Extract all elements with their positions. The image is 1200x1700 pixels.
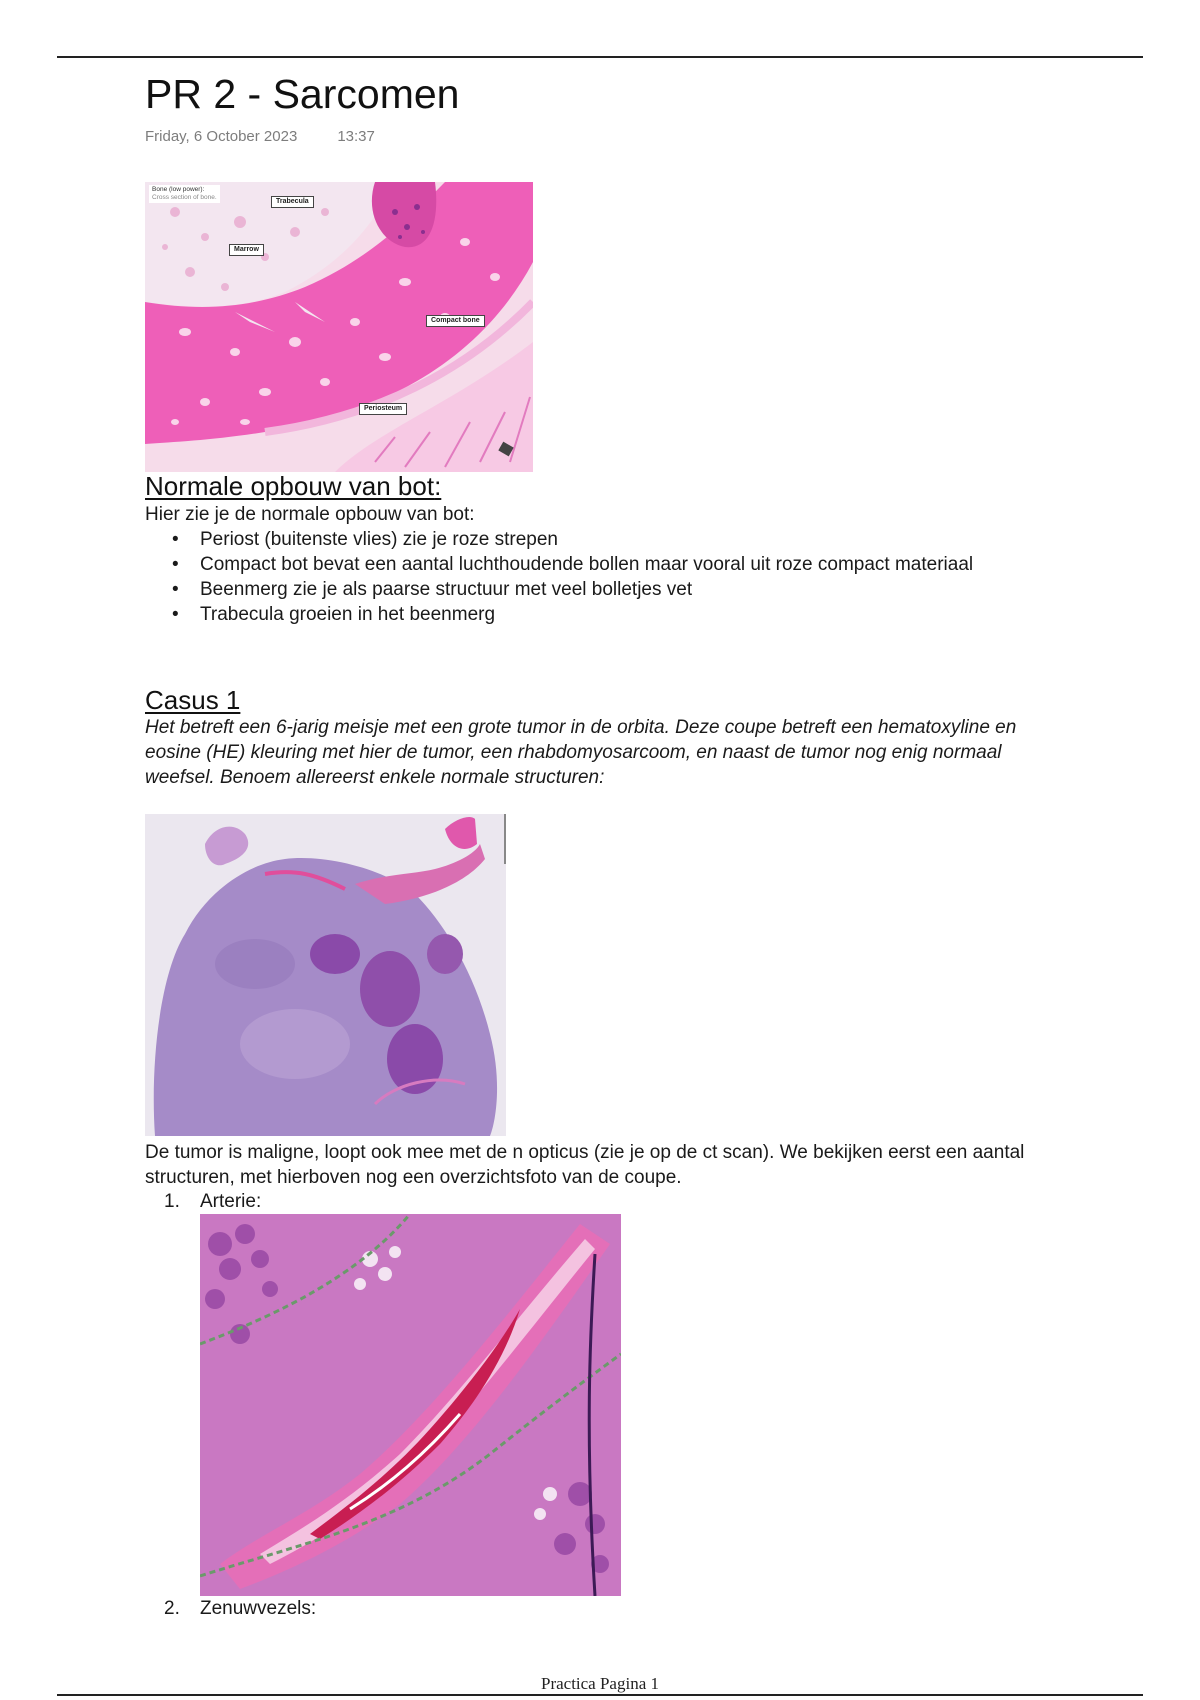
numbered-item-arterie <box>164 1189 261 1214</box>
section-heading-normal <box>145 471 441 501</box>
item-label: Arterie: <box>200 1191 262 1212</box>
heading-normal-text: Normale opbouw van bot <box>145 471 435 501</box>
normal-bullet-list <box>145 527 1025 627</box>
bottom-rule <box>57 1694 1143 1696</box>
list-item: • Trabecula groeien in het beenmerg <box>145 602 1025 627</box>
label-compact-bone: Compact bone <box>426 315 485 327</box>
casus-followup-text: De tumor is maligne, loopt ook mee met de n opticus (zie je op de ct scan). We bekijken eerst een aantal structuren, met hierboven nog een overzichtsfoto van de coupe. <box>145 1142 1025 1188</box>
item-number: 2. <box>164 1598 180 1619</box>
label-marrow: Marrow <box>229 244 264 256</box>
list-item: • Beenmerg zie je als paarse structuur met veel bolletjes vet <box>145 577 1025 602</box>
tumor-overview-image <box>145 814 506 1136</box>
bone-figure-caption <box>149 185 220 203</box>
page-time: 13:37 <box>337 128 375 145</box>
label-trabecula: Trabecula <box>271 196 314 208</box>
page-date: Friday, 6 October 2023 <box>145 128 298 145</box>
bone-caption-subtitle: Cross section of bone. <box>152 194 217 201</box>
page-meta <box>145 128 375 145</box>
page-title: PR 2 - Sarcomen <box>145 71 460 117</box>
casus-description: Het betreft een 6-jarig meisje met een grote tumor in de orbita. Deze coupe betreft een hematoxyline en eosine (HE) kleuring met hier de tumor, een rhabdomyosarcoom, en naast de tumor nog enig normaal weefsel. Benoem allereerst enkele normale structuren: <box>145 717 1017 788</box>
normal-intro-text: Hier zie je de normale opbouw van bot: <box>145 504 475 525</box>
item-label: Zenuwvezels: <box>200 1598 317 1619</box>
heading-normal-colon: : <box>434 471 442 501</box>
artery-histology-image <box>200 1214 621 1596</box>
list-item: • Compact bot bevat een aantal luchthoudende bollen maar vooral uit roze compact materiaal <box>145 552 1025 577</box>
item-number: 1. <box>164 1191 180 1212</box>
label-periosteum: Periosteum <box>359 403 407 415</box>
bone-histology-drawing <box>145 182 533 472</box>
page-footer: Practica Pagina 1 <box>540 1674 659 1693</box>
section-heading-casus: Casus 1 <box>145 685 241 715</box>
list-item: • Periost (buitenste vlies) zie je roze strepen <box>145 527 1025 552</box>
top-rule <box>57 56 1143 58</box>
artery-histology-drawing <box>200 1214 621 1596</box>
bone-caption-title: Bone (low power): <box>152 186 205 193</box>
numbered-item-zenuwvezels <box>164 1596 316 1621</box>
bone-histology-image <box>145 182 533 472</box>
tumor-overview-drawing <box>145 814 506 1136</box>
